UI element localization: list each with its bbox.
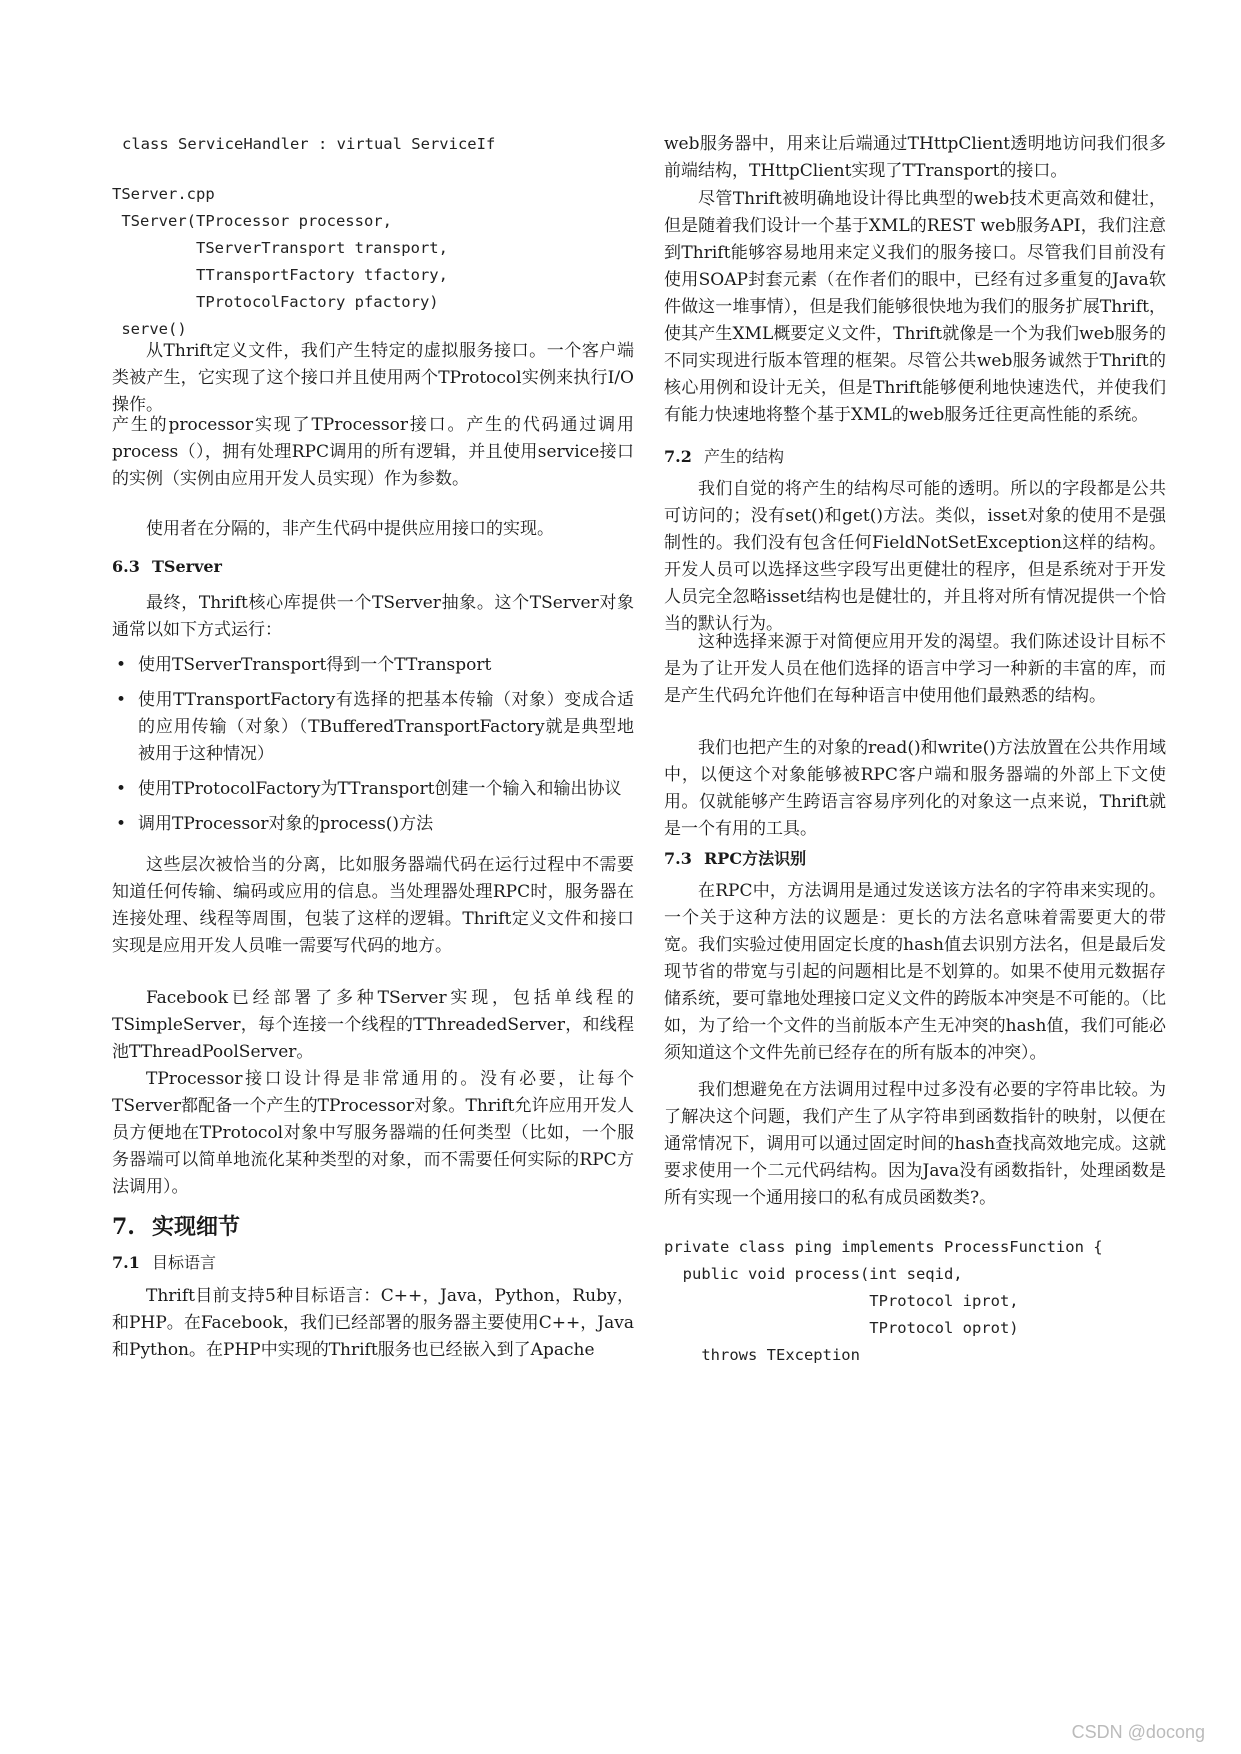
section-number: 6.3 bbox=[112, 557, 140, 576]
para-tserver-abstraction: 最终，Thrift核心库提供一个TServer抽象。这个TServer对象通常以如下方式运行： bbox=[112, 593, 634, 640]
para-processor: 产生的processor实现了TProcessor接口。产生的代码通过调用process（），拥有处理RPC调用的所有逻辑，并且使用service接口的实例（实例由应用开发人员实现）作为参数。 bbox=[112, 415, 634, 489]
section-number: 7. bbox=[112, 1214, 135, 1240]
section-number: 7.3 bbox=[664, 849, 692, 868]
list-item: • 使用TProtocolFactory为TTransport创建一个输入和输出协议 bbox=[112, 776, 634, 803]
para-target-languages: Thrift目前支持5种目标语言：C++，Java，Python，Ruby，和PHP。在Facebook，我们已经部署的服务器主要使用C++，Java和Python。在PHP中实现的Thrift服务也已经嵌入到了Apache bbox=[112, 1286, 634, 1360]
code-ping-class: private class ping implements ProcessFunction { public void process(int seqid, TProtocol iprot, TProtocol oprot) throws TException bbox=[664, 1238, 1103, 1364]
tserver-steps-list bbox=[112, 652, 634, 838]
section-title: RPC方法识别 bbox=[704, 849, 807, 868]
section-number: 7.1 bbox=[112, 1253, 140, 1272]
para-read-write: 我们也把产生的对象的read()和write()方法放置在公共作用域中，以便这个对象能够被RPC客户端和服务器端的外部上下文使用。仅就能够产生跨语言容易序列化的对象这一点来说，Thrift就是一个有用的工具。 bbox=[664, 738, 1166, 839]
section-number: 7.2 bbox=[664, 447, 692, 466]
section-7-heading bbox=[112, 1210, 240, 1241]
section-title: 产生的结构 bbox=[704, 447, 785, 466]
para-facebook-tserver: Facebook已经部署了多种TServer实现，包括单线程的TSimpleServer，每个连接一个线程的TThreadedServer，和线程池TThreadPoolServer。 bbox=[112, 988, 634, 1062]
list-item: • 使用TServerTransport得到一个TTransport bbox=[112, 652, 634, 679]
para-layer-separation: 这些层次被恰当的分离，比如服务器端代码在运行过程中不需要知道任何传输、编码或应用的信息。当处理器处理RPC时，服务器在连接处理、线程等周围，包装了这样的逻辑。Thrift定义文件和接口实现是应用开发人员唯一需要写代码的地方。 bbox=[112, 855, 634, 956]
section-6-3-heading bbox=[112, 557, 222, 576]
section-title: 目标语言 bbox=[152, 1253, 217, 1272]
para-user-impl: 使用者在分隔的，非产生代码中提供应用接口的实现。 bbox=[146, 519, 554, 539]
para-avoid-string-compare: 我们想避免在方法调用过程中过多没有必要的字符串比较。为了解决这个问题，我们产生了从字符串到函数指针的映射，以便在通常情况下，调用可以通过固定时间的hash查找高效地完成。这就要求使用一个二元代码结构。因为Java没有函数指针，处理函数是所有实现一个通用接口的私有成员函数类?。 bbox=[664, 1080, 1166, 1208]
para-thrift-definition: 从Thrift定义文件，我们产生特定的虚拟服务接口。一个客户端类被产生，它实现了这个接口并且使用两个TProtocol实例来执行I/O操作。 bbox=[112, 341, 634, 415]
section-7-3-heading bbox=[664, 846, 806, 869]
para-rpc-method: 在RPC中，方法调用是通过发送该方法名的字符串来实现的。一个关于这种方法的议题是：更长的方法名意味着需要更大的带宽。我们实验过使用固定长度的hash值去识别方法名，但是最后发现节省的带宽与引起的问题相比是不划算的。如果不使用元数据存储系统，要可靠地处理接口定义文件的跨版本冲突是不可能的。（比如，为了给一个文件的当前版本产生无冲突的hash值，我们可能必须知道这个文件先前已经存在的所有版本的冲突）。 bbox=[664, 881, 1166, 1063]
section-7-1-heading bbox=[112, 1250, 216, 1273]
code-service-handler: class ServiceHandler : virtual ServiceIf bbox=[122, 135, 496, 153]
para-generated-structs: 我们自觉的将产生的结构尽可能的透明。所以的字段都是公共可访问的；没有set()和get()方法。类似，isset对象的使用不是强制性的。我们没有包含任何FieldNotSetException这样的结构。开发人员可以选择这些字段写出更健壮的程序，但是系统对于开发人员完全忽略isset结构也是健壮的，并且将对所有情况提供一个恰当的默认行为。 bbox=[664, 479, 1166, 634]
para-web-server: web服务器中，用来让后端通过THttpClient透明地访问我们很多前端结构，THttpClient实现了TTransport的接口。 bbox=[664, 134, 1166, 181]
code-tserver-cpp: TServer.cpp TServer(TProcessor processor, TServerTransport transport, TTransportFactory tfactory, TProtocolFactory pfactory) serve() bbox=[112, 185, 448, 338]
section-7-2-heading bbox=[664, 444, 784, 467]
section-title: TServer bbox=[152, 557, 222, 576]
para-simple-dev: 这种选择来源于对简便应用开发的渴望。我们陈述设计目标不是为了让开发人员在他们选择的语言中学习一种新的丰富的库，而是产生代码允许他们在每种语言中使用他们最熟悉的结构。 bbox=[664, 632, 1166, 706]
para-xml-rest: 尽管Thrift被明确地设计得比典型的web技术更高效和健壮，但是随着我们设计一个基于XML的REST web服务API，我们注意到Thrift能够容易地用来定义我们的服务接口。尽管我们目前没有使用SOAP封套元素（在作者们的眼中，已经有过多重复的Java软件做这一堆事情），但是我们能够很快地为我们的服务扩展Thrift，使其产生XML概要定义文件，Thrift就像是一个为我们web服务的不同实现进行版本管理的框架。尽管公共web服务诚然于Thrift的核心用例和设计无关，但是Thrift能够便利地快速迭代，并使我们有能力快速地将整个基于XML的web服务迁往更高性能的系统。 bbox=[664, 189, 1166, 425]
section-title: 实现细节 bbox=[152, 1214, 241, 1240]
csdn-watermark: CSDN @docong bbox=[1071, 1722, 1205, 1742]
list-item: • 使用TTransportFactory有选择的把基本传输（对象）变成合适的应用传输（对象）（TBufferedTransportFactory就是典型地被用于这种情况） bbox=[112, 687, 634, 768]
para-tprocessor-design: TProcessor接口设计得是非常通用的。没有必要，让每个TServer都配备一个产生的TProcessor对象。Thrift允许应用开发人员方便地在TProtocol对象中写服务器端的任何类型（比如，一个服务器端可以简单地流化某种类型的对象，而不需要任何实际的RPC方法调用）。 bbox=[112, 1069, 634, 1197]
list-item: • 调用TProcessor对象的process()方法 bbox=[112, 811, 634, 838]
